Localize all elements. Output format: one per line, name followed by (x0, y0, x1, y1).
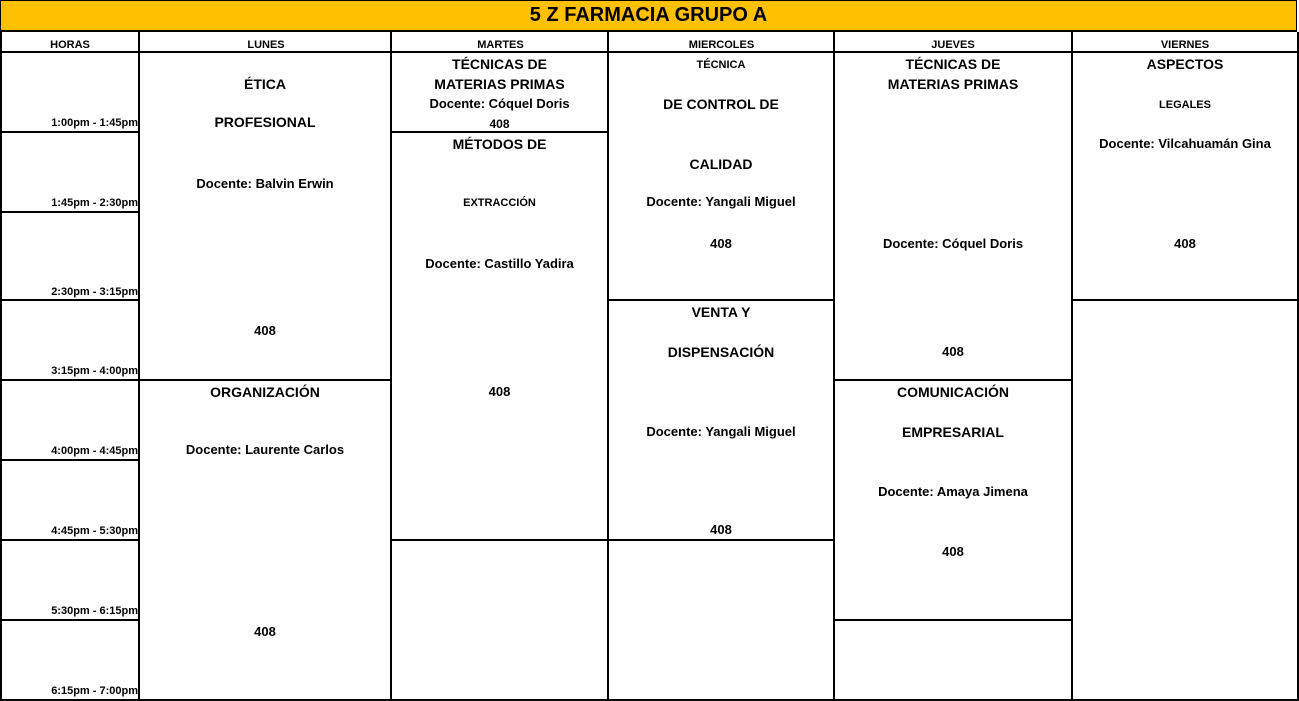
time-row-line (0, 299, 139, 301)
course-teacher: Docente: Yangali Miguel (646, 194, 796, 209)
course-teacher: Docente: Vilcahuamán Gina (1099, 136, 1271, 151)
course-metodos-extraccion (392, 133, 607, 539)
time-slot-label: 1:45pm - 2:30pm (51, 197, 138, 209)
course-title: COMUNICACIÓN (897, 384, 1009, 400)
course-tecnicas-materias-primas-jueves (835, 53, 1071, 379)
header-viernes: VIERNES (1160, 39, 1210, 51)
course-room: 408 (489, 117, 510, 131)
time-row-line (0, 211, 139, 213)
course-title: EXTRACCIÓN (463, 197, 536, 209)
course-room: 408 (488, 384, 511, 399)
course-title: EMPRESARIAL (902, 424, 1004, 440)
course-room: 408 (710, 236, 732, 251)
course-teacher: Docente: Balvin Erwin (196, 176, 334, 191)
header-lunes: LUNES (247, 39, 285, 51)
course-room: 408 (942, 344, 964, 359)
time-row-line (0, 619, 139, 621)
course-title: ÉTICA (244, 76, 286, 92)
course-title: MATERIAS PRIMAS (887, 76, 1019, 92)
header-jueves: JUEVES (931, 39, 975, 51)
time-slot-label: 6:15pm - 7:00pm (51, 685, 138, 697)
course-title: LEGALES (1159, 99, 1211, 111)
course-comunicacion-empresarial (835, 381, 1071, 619)
course-title: ASPECTOS (1146, 56, 1224, 72)
course-title: DE CONTROL DE (663, 96, 779, 112)
time-row-line (0, 539, 139, 541)
course-title: VENTA Y (691, 304, 751, 320)
course-organizacion (140, 381, 390, 699)
time-slot-label: 2:30pm - 3:15pm (51, 286, 138, 298)
time-slot-label: 5:30pm - 6:15pm (51, 605, 138, 617)
time-slot-label: 4:00pm - 4:45pm (51, 445, 138, 457)
course-title: CALIDAD (689, 156, 753, 172)
course-teacher: Docente: Yangali Miguel (646, 424, 796, 439)
course-teacher: Docente: Cóquel Doris (882, 236, 1024, 251)
course-title: DISPENSACIÓN (667, 344, 775, 360)
time-row-line (0, 459, 139, 461)
course-control-calidad (609, 53, 833, 299)
course-teacher: Docente: Castillo Yadira (425, 256, 574, 271)
course-room: 408 (1174, 236, 1196, 251)
header-horas: HORAS (50, 39, 90, 51)
course-room: 408 (254, 323, 276, 338)
jueves-block-line (834, 619, 1072, 621)
course-title: PROFESIONAL (214, 114, 316, 130)
course-title: MÉTODOS DE (452, 136, 547, 152)
course-teacher: Docente: Cóquel Doris (429, 96, 570, 111)
miercoles-block-line (608, 539, 834, 541)
martes-block-line (391, 539, 608, 541)
course-room: 408 (254, 624, 276, 639)
viernes-block-line (1072, 299, 1298, 301)
course-title: ORGANIZACIÓN (210, 384, 320, 400)
course-room: 408 (710, 522, 732, 537)
header-martes: MARTES (477, 39, 524, 51)
course-title: TÉCNICAS DE (452, 56, 547, 72)
course-etica-profesional (140, 53, 390, 379)
time-row-line (0, 379, 139, 381)
time-slot-label: 4:45pm - 5:30pm (51, 525, 138, 537)
course-tecnicas-materias-primas-martes (392, 53, 607, 131)
course-room: 408 (942, 544, 964, 559)
course-title: TÉCNICAS DE (905, 56, 1001, 72)
course-aspectos-legales (1073, 53, 1297, 299)
schedule-title: 5 Z FARMACIA GRUPO A (0, 0, 1297, 32)
time-slot-label: 1:00pm - 1:45pm (51, 117, 138, 129)
time-slot-label: 3:15pm - 4:00pm (51, 365, 138, 377)
course-teacher: Docente: Amaya Jimena (878, 484, 1028, 499)
time-row-line (0, 131, 139, 133)
course-title: TÉCNICA (696, 59, 746, 71)
course-venta-dispensacion (609, 301, 833, 539)
header-miercoles: MIERCOLES (688, 39, 755, 51)
course-title: MATERIAS PRIMAS (434, 76, 565, 92)
course-teacher: Docente: Laurente Carlos (185, 442, 345, 457)
